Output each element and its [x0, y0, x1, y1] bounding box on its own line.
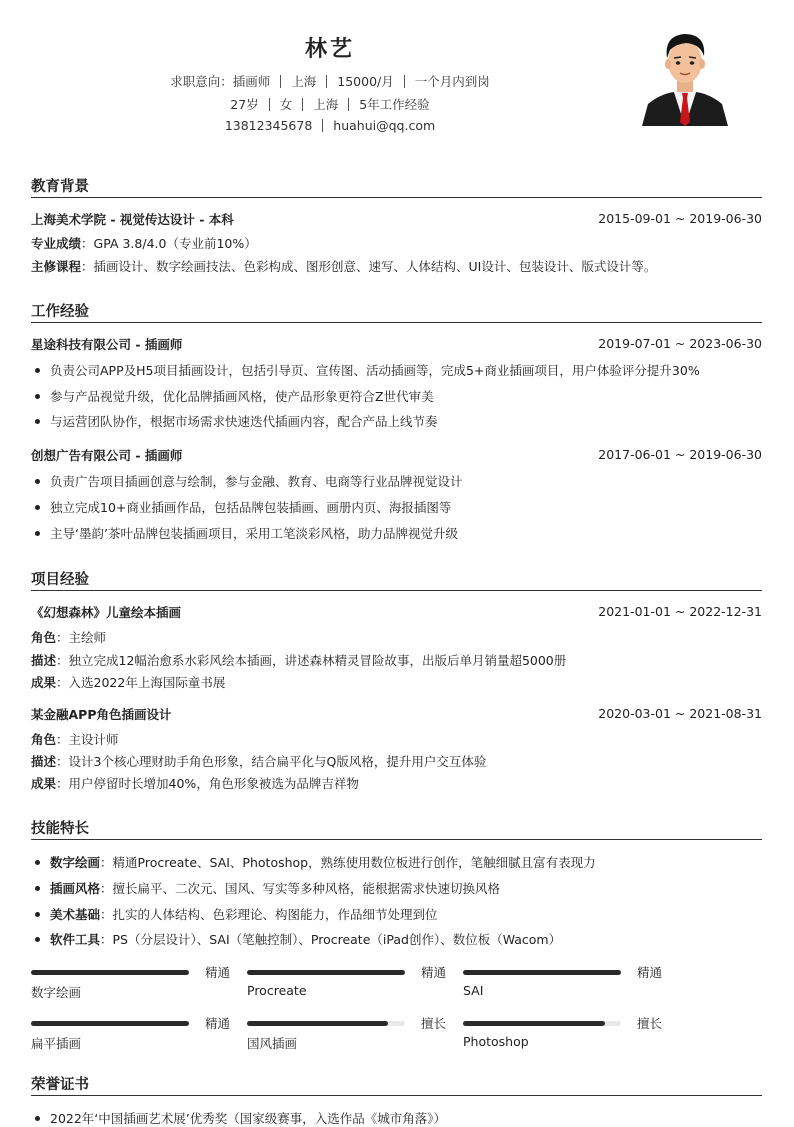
header-line-basic	[0, 95, 660, 113]
section-divider	[31, 197, 762, 198]
project-desc: 描述：独立完成12幅治愈系水彩风绘本插画，讲述森林精灵冒险故事，出版后单月销量超5000册	[31, 653, 567, 668]
education-school: 上海美术学院 - 视觉传达设计 - 本科	[31, 212, 234, 227]
job-date: 2017-06-01 ~ 2019-06-30	[598, 447, 762, 462]
project-heading: 《幻想森林》儿童绘本插画	[31, 605, 182, 620]
education-date: 2015-09-01 ~ 2019-06-30	[598, 211, 762, 226]
project-result: 成果：入选2022年上海国际童书展	[31, 675, 226, 690]
job-bullet: 独立完成10+商业插画作品，包括品牌包装插画、画册内页、海报插图等	[31, 498, 762, 516]
skill-bullet: 美术基础：扎实的人体结构、色彩理论、构图能力，作品细节处理到位	[31, 905, 762, 923]
intent-city: 上海	[291, 74, 317, 89]
section-title-projects: 项目经验	[31, 572, 89, 588]
skill-bar: 精通 扁平插画	[31, 1016, 231, 1051]
intent-availability: 一个月内到岗	[414, 74, 490, 89]
section-divider	[31, 322, 762, 323]
project-date: 2020-03-01 ~ 2021-08-31	[598, 706, 762, 721]
job-bullet: 负责广告项目插画创意与绘制，参与金融、教育、电商等行业品牌视觉设计	[31, 472, 762, 490]
honor-bullet: 2022年‘中国插画艺术展’优秀奖（国家级赛事，入选作品《城市角落》）	[31, 1109, 762, 1127]
project-role: 角色：主设计师	[31, 732, 119, 747]
age: 27岁	[230, 97, 259, 112]
job-bullet: 参与产品视觉升级，优化品牌插画风格，使产品形象更符合Z世代审美	[31, 387, 762, 405]
skill-bar: 精通 数字绘画	[31, 965, 231, 1000]
skill-bar: 精通 Procreate	[247, 965, 447, 998]
phone: 13812345678	[224, 118, 313, 133]
profile-photo	[640, 26, 730, 126]
gender: 女	[279, 97, 293, 112]
job-heading: 星途科技有限公司 - 插画师	[31, 337, 183, 352]
section-title-work: 工作经验	[31, 304, 89, 320]
candidate-name: 林艺	[304, 37, 355, 62]
project-role: 角色：主绘师	[31, 630, 107, 645]
section-title-honors: 荣誉证书	[31, 1077, 89, 1093]
skill-bullet: 数字绘画：精通Procreate、SAI、Photoshop，熟练使用数位板进行创作，笔触细腻且富有表现力	[31, 853, 762, 871]
job-heading: 创想广告有限公司 - 插画师	[31, 448, 183, 463]
experience-years: 5年工作经验	[359, 97, 430, 112]
skill-bullet: 软件工具：PS（分层设计）、SAI（笔触控制）、Procreate（iPad创作）、数位板（Wacom）	[31, 930, 762, 948]
section-divider	[31, 839, 762, 840]
section-divider	[31, 590, 762, 591]
project-desc: 描述：设计3个核心理财助手角色形象，结合扁平化与Q版风格，提升用户交互体验	[31, 754, 487, 769]
email: huahui@qq.com	[333, 118, 436, 133]
education-courses: 主修课程：插画设计、数字绘画技法、色彩构成、图形创意、速写、人体结构、UI设计、包装设计、版式设计等。	[31, 259, 657, 274]
header-line-intent	[0, 72, 660, 90]
section-title-education: 教育背景	[31, 179, 89, 195]
skill-bar: 擅长 Photoshop	[463, 1016, 663, 1049]
intent-salary: 15000/月	[337, 74, 394, 89]
section-title-skills: 技能特长	[31, 821, 89, 837]
job-date: 2019-07-01 ~ 2023-06-30	[598, 336, 762, 351]
section-divider	[31, 1095, 762, 1096]
header-line-contact	[0, 118, 660, 133]
job-bullet: 负责公司APP及H5项目插画设计，包括引导页、宣传图、活动插画等，完成5+商业插画项目，用户体验评分提升30%	[31, 361, 762, 379]
project-date: 2021-01-01 ~ 2022-12-31	[598, 604, 762, 619]
project-result: 成果：用户停留时长增加40%，角色形象被选为品牌吉祥物	[31, 776, 359, 791]
project-heading: 某金融APP角色插画设计	[31, 707, 172, 722]
location: 上海	[313, 97, 339, 112]
job-bullet: 主导‘墨韵’茶叶品牌包装插画项目，采用工笔淡彩风格，助力品牌视觉升级	[31, 524, 762, 542]
skill-bullet: 插画风格：擅长扁平、二次元、国风、写实等多种风格，能根据需求快速切换风格	[31, 879, 762, 897]
skill-bar: 擅长 国风插画	[247, 1016, 447, 1051]
skill-bar: 精通 SAI	[463, 965, 663, 998]
education-gpa: 专业成绩：GPA 3.8/4.0（专业前10%）	[31, 236, 257, 251]
job-bullet: 与运营团队协作，根据市场需求快速迭代插画内容，配合产品上线节奏	[31, 412, 762, 430]
job-intent: 求职意向：插画师	[170, 74, 271, 89]
